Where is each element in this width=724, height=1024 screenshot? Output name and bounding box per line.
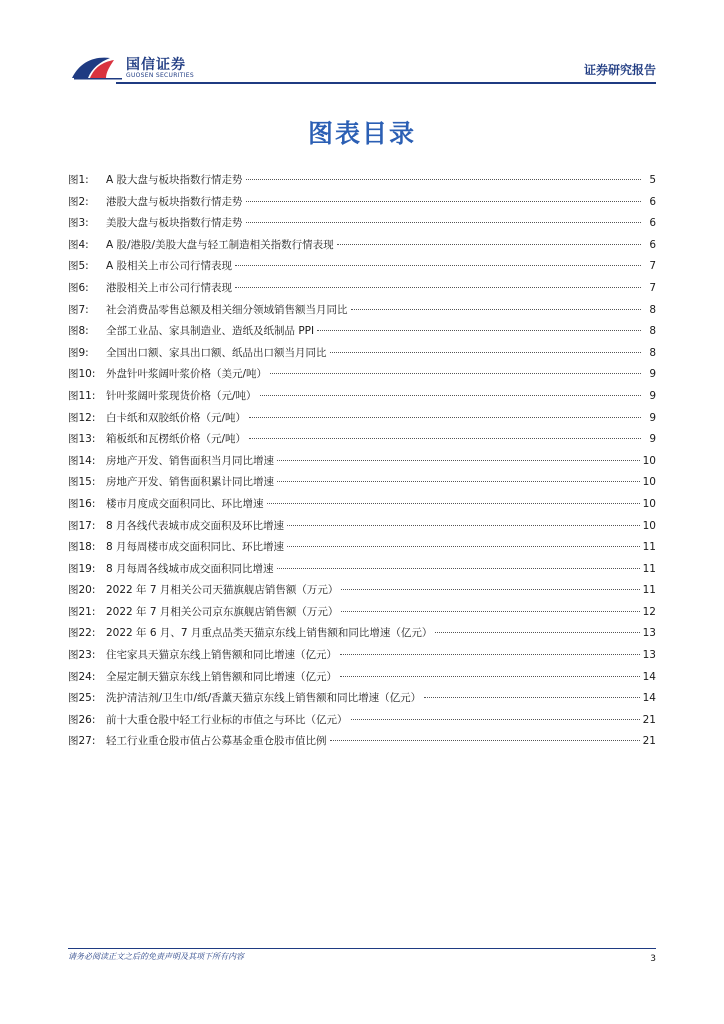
- toc-entry-title: 8 月每周楼市成交面积同比、环比增速: [106, 541, 285, 554]
- toc-entry[interactable]: [68, 364, 656, 386]
- toc-dot-leader: [246, 222, 642, 223]
- toc-entry-title: 白卡纸和双胶纸价格（元/吨）: [106, 411, 247, 424]
- toc-entry-title: 住宅家具天猫京东线上销售额和同比增速（亿元）: [106, 649, 337, 662]
- toc-entry[interactable]: [68, 213, 656, 235]
- toc-entry-label: 图6:: [68, 281, 89, 294]
- toc-entry-page: 11: [642, 562, 656, 575]
- toc-entry-title: 8 月每周各线城市成交面积同比增速: [106, 562, 274, 575]
- toc-entry-title: 港股大盘与板块指数行情走势: [106, 195, 243, 208]
- toc-entry[interactable]: [68, 170, 656, 192]
- toc-dot-leader: [246, 179, 641, 180]
- toc-entry[interactable]: [68, 386, 656, 408]
- toc-entry[interactable]: [68, 731, 656, 753]
- header-divider: [116, 82, 656, 84]
- toc-entry-title: 前十大重仓股中轻工行业标的市值之与环比（亿元）: [106, 713, 348, 726]
- toc-entry-title: 美股大盘与板块指数行情走势: [106, 217, 243, 230]
- toc-entry-page: 10: [642, 519, 656, 532]
- toc-entry[interactable]: [68, 494, 656, 516]
- toc-entry[interactable]: [68, 192, 656, 214]
- toc-entry[interactable]: [68, 688, 656, 710]
- toc-entry-page: 5: [649, 174, 656, 186]
- toc-entry-page: 21: [642, 713, 656, 726]
- toc-dot-leader: [330, 740, 640, 741]
- toc-entry-title: 房地产开发、销售面积累计同比增速: [106, 476, 274, 489]
- toc-entry[interactable]: [68, 408, 656, 430]
- toc-entry-title: 轻工行业重仓股市值占公募基金重仓股市值比例: [106, 735, 327, 748]
- toc-entry-label: 图12:: [68, 411, 96, 424]
- footer-disclaimer: 请务必阅读正文之后的免责声明及其项下所有内容: [68, 952, 244, 961]
- toc-entry-title: 针叶浆阔叶浆现货价格（元/吨）: [106, 389, 257, 402]
- toc-entry-title: 8 月各线代表城市成交面积及环比增速: [106, 519, 285, 532]
- toc-entry-page: 7: [649, 281, 656, 294]
- toc-entry-label: 图20:: [68, 584, 96, 597]
- toc-entry-title: 2022 年 7 月相关公司天猫旗舰店销售额（万元）: [106, 584, 339, 597]
- toc-entry-page: 9: [649, 368, 656, 381]
- toc-entry-page: 14: [642, 670, 656, 683]
- toc-entry[interactable]: [68, 472, 656, 494]
- toc-entry-title: A 股/港股/美股大盘与轻工制造相关指数行情表现: [106, 238, 334, 251]
- toc-entry-title: 全部工业品、家具制造业、造纸及纸制品 PPI: [106, 325, 315, 338]
- toc-entry-label: 图8:: [68, 325, 89, 338]
- toc-dot-leader: [351, 719, 640, 720]
- toc-entry-page: 9: [649, 411, 656, 424]
- report-type-label: 证券研究报告: [583, 63, 656, 77]
- toc-entry[interactable]: [68, 516, 656, 538]
- toc-entry-page: 8: [649, 325, 656, 338]
- toc-entry-page: 11: [642, 584, 656, 597]
- toc-dot-leader: [270, 373, 641, 374]
- toc-entry[interactable]: [68, 235, 656, 257]
- toc-entry-label: 图10:: [68, 368, 96, 381]
- toc-entry-title: 社会消费品零售总额及相关细分领域销售额当月同比: [106, 303, 348, 316]
- toc-entry[interactable]: [68, 559, 656, 581]
- toc-entry-label: 图25:: [68, 692, 96, 705]
- toc-entry-label: 图15:: [68, 476, 96, 489]
- guosen-logo: [68, 52, 218, 82]
- toc-entry-title: 2022 年 7 月相关公司京东旗舰店销售额（万元）: [106, 605, 339, 618]
- toc-entry-label: 图22:: [68, 627, 96, 640]
- toc-entry[interactable]: [68, 580, 656, 602]
- toc-entry-page: 11: [642, 541, 656, 554]
- toc-entry-label: 图16:: [68, 497, 96, 510]
- toc-entry-page: 13: [642, 627, 656, 640]
- toc-entry-label: 图5:: [68, 260, 89, 273]
- toc-title: 图表目录: [307, 119, 416, 148]
- toc-dot-leader: [337, 244, 641, 245]
- toc-entry[interactable]: [68, 623, 656, 645]
- toc-entry-page: 10: [642, 497, 656, 510]
- logo-company-name: 国信证券: [126, 57, 186, 73]
- toc-entry-page: 13: [642, 649, 656, 662]
- toc-entry[interactable]: [68, 429, 656, 451]
- toc-entry-page: 6: [649, 195, 656, 208]
- toc-entry-page: 12: [642, 605, 656, 618]
- toc-dot-leader: [341, 589, 639, 590]
- toc-entry-label: 图11:: [68, 389, 96, 402]
- toc-entry-title: 全国出口额、家具出口额、纸品出口额当月同比: [106, 346, 327, 359]
- toc-entry-label: 图1:: [68, 174, 89, 186]
- toc-entry-label: 图24:: [68, 670, 96, 683]
- toc-entry-page: 10: [642, 476, 656, 489]
- toc-entry[interactable]: [68, 710, 656, 732]
- toc-entry-label: 图17:: [68, 519, 96, 532]
- toc-dot-leader: [341, 611, 639, 612]
- toc-entry-label: 图27:: [68, 735, 96, 748]
- toc-entry-page: 6: [649, 217, 656, 230]
- toc-entry[interactable]: [68, 256, 656, 278]
- toc-entry-page: 21: [642, 735, 656, 748]
- toc-dot-leader: [235, 265, 641, 266]
- toc-dot-leader: [340, 654, 640, 655]
- toc-dot-leader: [340, 676, 640, 677]
- toc-entry-page: 8: [649, 303, 656, 316]
- toc-entry-title: 洗护清洁剂/卫生巾/纸/香薰天猫京东线上销售额和同比增速（亿元）: [106, 692, 422, 705]
- toc-entry-title: 箱板纸和瓦楞纸价格（元/吨）: [106, 433, 247, 446]
- toc-entry-label: 图13:: [68, 433, 96, 446]
- toc-dot-leader: [246, 201, 642, 202]
- toc-entry-page: 7: [649, 260, 656, 273]
- toc-entry-label: 图4:: [68, 238, 89, 251]
- toc-dot-leader: [287, 525, 640, 526]
- toc-dot-leader: [260, 395, 641, 396]
- toc-entry-title: 楼市月度成交面积同比、环比增速: [106, 497, 264, 510]
- guosen-logo-mark-icon: [70, 54, 124, 80]
- toc-entry[interactable]: [68, 537, 656, 559]
- figure-table-of-contents: [68, 170, 656, 753]
- toc-entry-label: 图18:: [68, 541, 96, 554]
- toc-entry-label: 图2:: [68, 195, 89, 208]
- toc-dot-leader: [424, 697, 640, 698]
- toc-entry-label: 图3:: [68, 217, 89, 230]
- toc-entry-page: 6: [649, 238, 656, 251]
- toc-entry-page: 14: [642, 692, 656, 705]
- toc-dot-leader: [330, 352, 642, 353]
- toc-entry[interactable]: [68, 321, 656, 343]
- page-header: [68, 52, 656, 82]
- toc-dot-leader: [277, 481, 640, 482]
- toc-entry-title: 全屋定制天猫京东线上销售额和同比增速（亿元）: [106, 670, 337, 683]
- toc-entry-label: 图19:: [68, 562, 96, 575]
- toc-entry-label: 图26:: [68, 713, 96, 726]
- toc-entry-title: 2022 年 6 月、7 月重点品类天猫京东线上销售额和同比增速（亿元）: [106, 627, 433, 640]
- toc-entry[interactable]: [68, 667, 656, 689]
- toc-entry[interactable]: [68, 451, 656, 473]
- toc-entry-title: 外盘针叶浆阔叶浆价格（美元/吨）: [106, 368, 268, 381]
- toc-entry-label: 图21:: [68, 605, 96, 618]
- toc-entry[interactable]: [68, 343, 656, 365]
- toc-entry-label: 图23:: [68, 649, 96, 662]
- toc-entry[interactable]: [68, 300, 656, 322]
- toc-dot-leader: [235, 287, 641, 288]
- toc-entry-label: 图7:: [68, 303, 89, 316]
- toc-dot-leader: [317, 330, 641, 331]
- toc-dot-leader: [435, 632, 639, 633]
- toc-entry-page: 10: [642, 454, 656, 467]
- toc-entry[interactable]: [68, 645, 656, 667]
- toc-entry-label: 图9:: [68, 346, 89, 359]
- toc-entry-page: 9: [649, 389, 656, 402]
- toc-entry[interactable]: [68, 278, 656, 300]
- toc-entry-title: A 股大盘与板块指数行情走势: [106, 174, 243, 186]
- toc-entry-label: 图14:: [68, 454, 96, 467]
- toc-dot-leader: [277, 568, 640, 569]
- toc-dot-leader: [351, 309, 642, 310]
- toc-entry-title: A 股相关上市公司行情表现: [106, 260, 233, 273]
- toc-entry-page: 9: [649, 433, 656, 446]
- toc-dot-leader: [287, 546, 640, 547]
- footer-divider: [68, 948, 656, 949]
- toc-entry-page: 8: [649, 346, 656, 359]
- toc-entry-title: 房地产开发、销售面积当月同比增速: [106, 454, 274, 467]
- page-number: 3: [650, 954, 656, 964]
- toc-dot-leader: [267, 503, 640, 504]
- toc-dot-leader: [249, 417, 641, 418]
- toc-entry-title: 港股相关上市公司行情表现: [106, 281, 232, 294]
- logo-company-name-en: GUOSEN SECURITIES: [126, 72, 195, 79]
- toc-entry[interactable]: [68, 602, 656, 624]
- toc-dot-leader: [277, 460, 640, 461]
- toc-dot-leader: [249, 438, 641, 439]
